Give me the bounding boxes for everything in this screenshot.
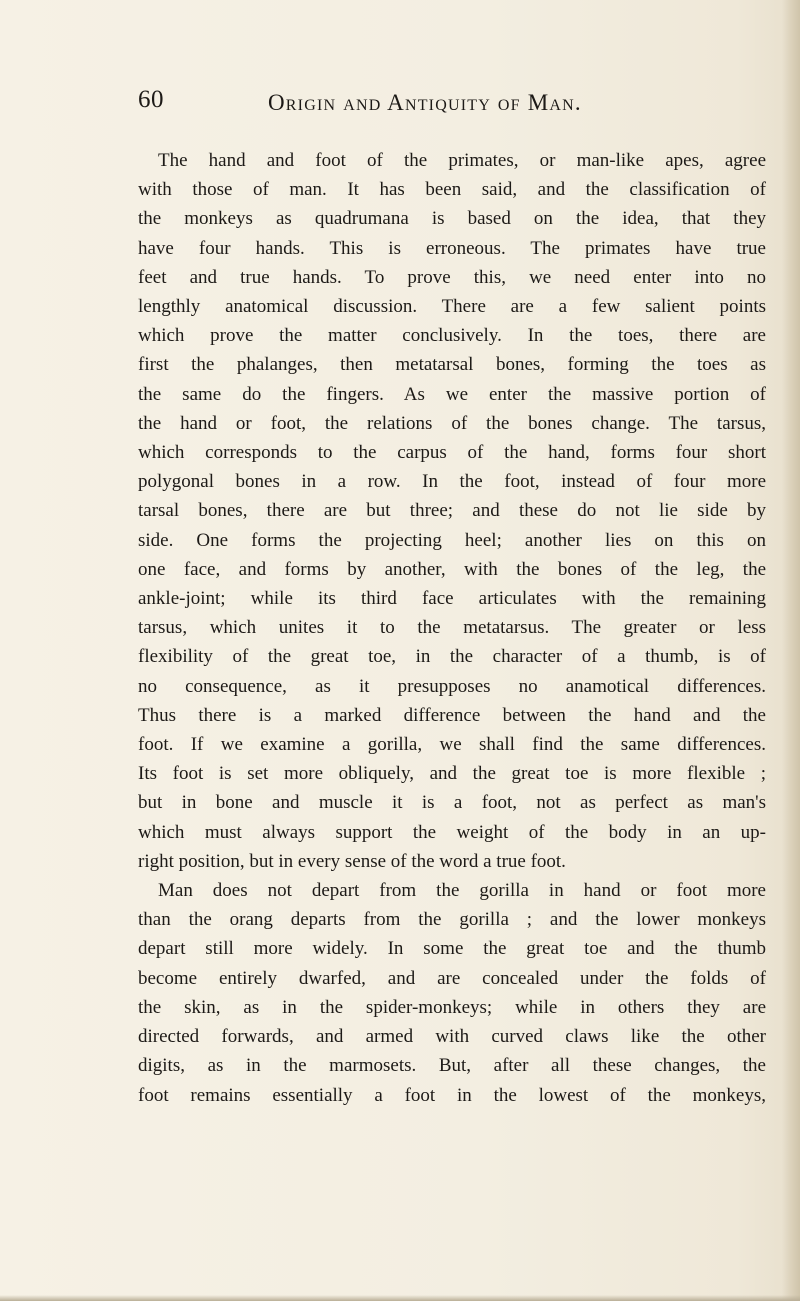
running-head: Origin and Antiquity of Man. — [268, 90, 582, 115]
text-line: tarsal bones, there are but three; and these do not lie side by — [138, 500, 766, 522]
text-line: foot. If we examine a gorilla, we shall find the same differences. — [138, 734, 766, 756]
text-line: Man does not depart from the gorilla in hand or foot more — [158, 880, 766, 902]
text-line: flexibility of the great toe, in the character of a thumb, is of — [138, 646, 766, 668]
text-line: the monkeys as quadrumana is based on the idea, that they — [138, 208, 766, 230]
text-line: no consequence, as it presupposes no anamotical differences. — [138, 675, 766, 697]
page-header — [138, 86, 738, 126]
text-line: than the orang departs from the gorilla ; and the lower monkeys — [138, 909, 766, 931]
text-line: but in bone and muscle it is a foot, not as perfect as man's — [138, 792, 766, 814]
text-line: digits, as in the marmosets. But, after all these changes, the — [138, 1055, 766, 1077]
text-line: right position, but in every sense of the word a true foot. — [138, 850, 566, 872]
text-line: side. One forms the projecting heel; another lies on this on — [138, 529, 766, 551]
text-line: one face, and forms by another, with the bones of the leg, the — [138, 558, 766, 580]
text-line: depart still more widely. In some the great toe and the thumb — [138, 938, 766, 960]
text-line: have four hands. This is erroneous. The primates have true — [138, 237, 766, 259]
text-line: tarsus, which unites it to the metatarsus. The greater or less — [138, 617, 766, 639]
text-line: foot remains essentially a foot in the lowest of the monkeys, — [138, 1084, 766, 1106]
page-bottom-edge-shadow — [0, 1295, 800, 1301]
text-line: lengthly anatomical discussion. There are a few salient points — [138, 296, 766, 318]
body-text — [138, 146, 766, 1110]
text-line: which must always support the weight of the body in an up- — [138, 821, 766, 843]
page-number: 60 — [138, 86, 164, 113]
text-line: ankle-joint; while its third face articulates with the remaining — [138, 588, 766, 610]
text-line: first the phalanges, then metatarsal bones, forming the toes as — [138, 354, 766, 376]
text-line: with those of man. It has been said, and the classification of — [138, 179, 766, 201]
text-line: the skin, as in the spider-monkeys; while in others they are — [138, 996, 766, 1018]
text-line: directed forwards, and armed with curved claws like the other — [138, 1026, 766, 1048]
text-line: the hand or foot, the relations of the bones change. The tarsus, — [138, 412, 766, 434]
page-right-edge-shadow — [782, 0, 800, 1301]
text-line: The hand and foot of the primates, or man-like apes, agree — [158, 150, 766, 171]
text-line: become entirely dwarfed, and are concealed under the folds of — [138, 967, 766, 989]
text-line: which prove the matter conclusively. In the toes, there are — [138, 325, 766, 347]
text-line: polygonal bones in a row. In the foot, instead of four more — [138, 471, 766, 493]
text-line: which corresponds to the carpus of the hand, forms four short — [138, 442, 766, 464]
text-line: Its foot is set more obliquely, and the great toe is more flexible ; — [138, 763, 766, 785]
text-line: feet and true hands. To prove this, we need enter into no — [138, 266, 766, 288]
text-line: Thus there is a marked difference between the hand and the — [138, 704, 766, 726]
text-line: the same do the fingers. As we enter the massive portion of — [138, 383, 766, 405]
